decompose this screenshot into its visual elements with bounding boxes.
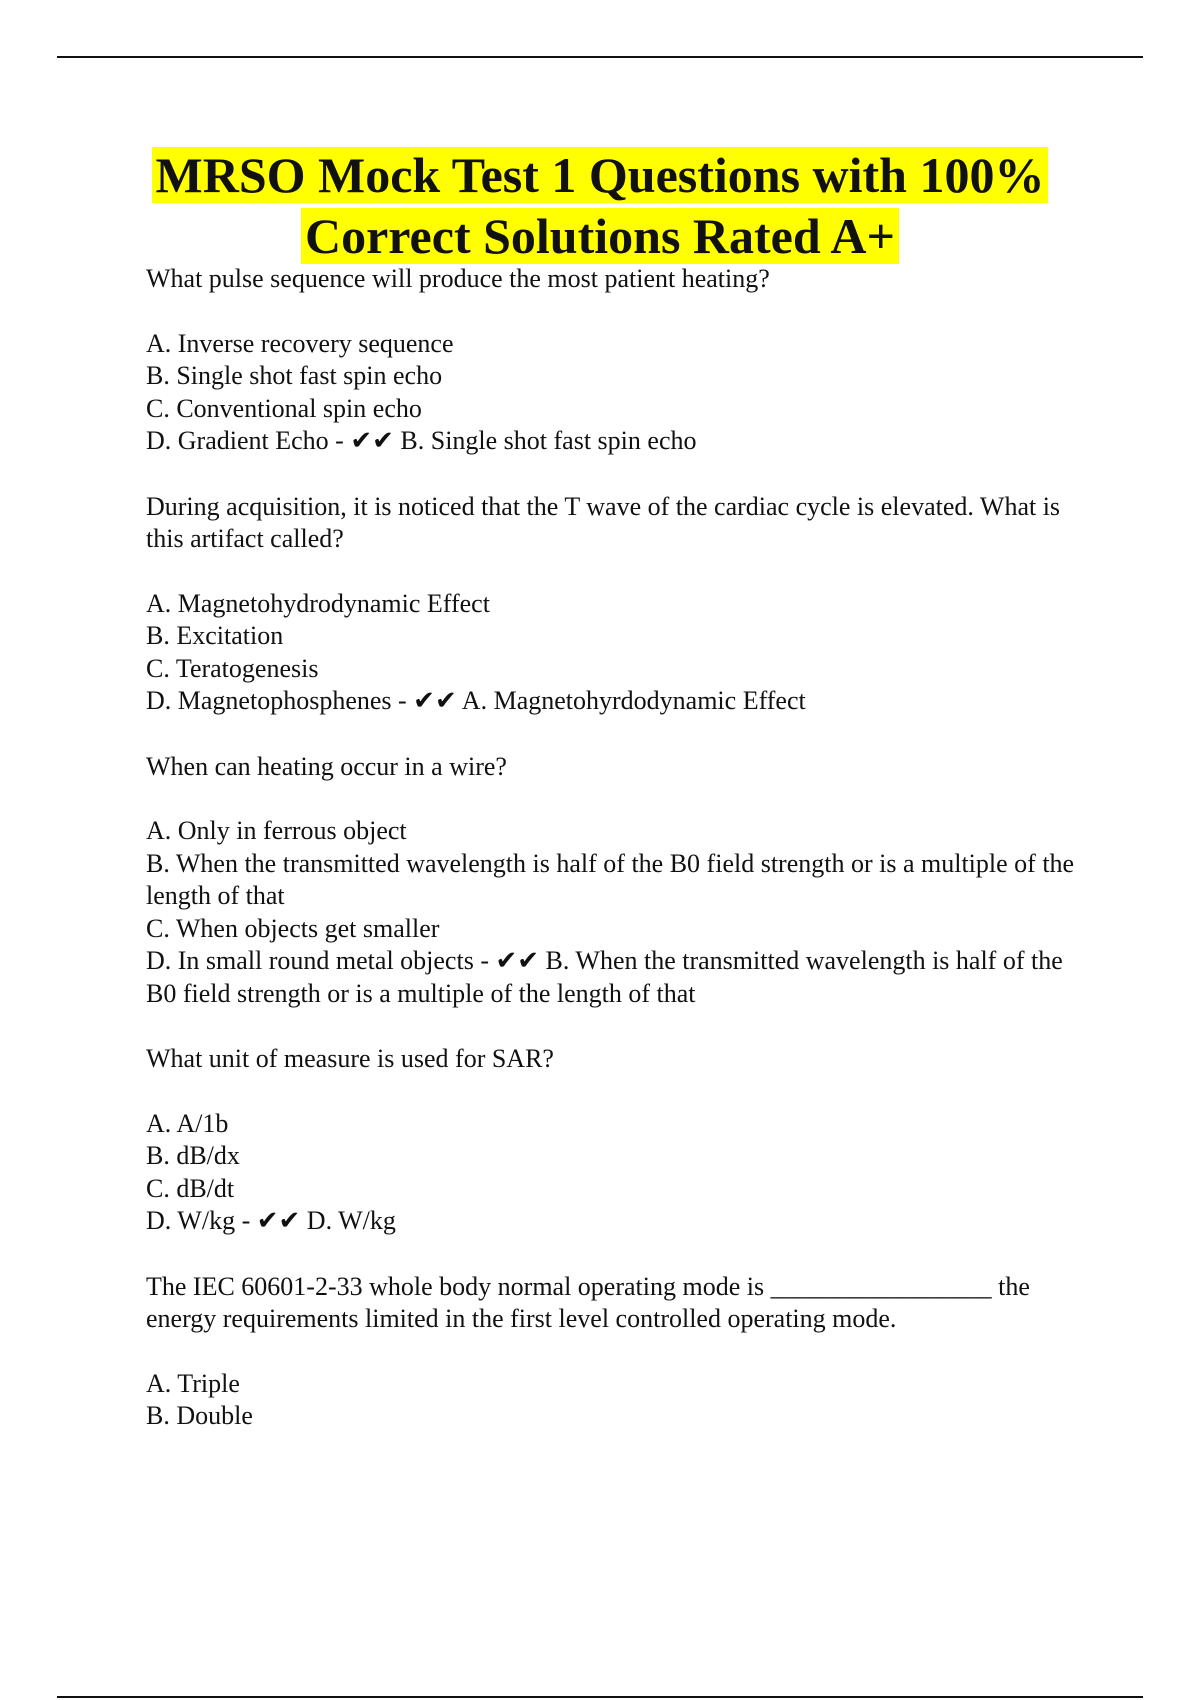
bottom-rule [57, 1696, 1143, 1698]
question-text: During acquisition, it is noticed that the T wave of the cardiac cycle is elevated. What is this artifact called? [146, 491, 1061, 553]
question-2 [146, 491, 1096, 718]
question-3 [146, 751, 1096, 1011]
option-a: A. A/1b [146, 1108, 229, 1138]
top-rule [57, 56, 1143, 58]
option-c: C. When objects get smaller [146, 913, 440, 943]
option-b: B. dB/dx [146, 1141, 240, 1170]
option-c: C. Conventional spin echo [146, 393, 422, 423]
title-line-1: MRSO Mock Test 1 Questions with 100% [152, 147, 1049, 203]
option-b: B. When the transmitted wavelength is half of the B0 field strength or is a multiple of the length of that [146, 848, 1075, 910]
question-text: When can heating occur in a wire? [146, 751, 507, 781]
question-1 [146, 263, 1096, 458]
option-d-with-answer: D. Magnetophosphenes - ✔✔ A. Magnetohyrdodynamic Effect [146, 686, 806, 715]
question-4 [146, 1043, 1096, 1238]
answer-options [146, 1368, 1096, 1433]
option-d-with-answer: D. W/kg - ✔✔ D. W/kg [146, 1206, 396, 1235]
question-5 [146, 1271, 1096, 1433]
option-b: B. Excitation [146, 621, 284, 650]
title-line-2: Correct Solutions Rated A+ [301, 208, 899, 264]
question-text: What pulse sequence will produce the most patient heating? [146, 264, 770, 293]
option-a: A. Inverse recovery sequence [146, 328, 454, 358]
question-text: What unit of measure is used for SAR? [146, 1044, 554, 1073]
question-list [146, 263, 1096, 1433]
option-a: A. Magnetohydrodynamic Effect [146, 588, 490, 618]
option-b: B. Single shot fast spin echo [146, 361, 443, 390]
option-a: A. Triple [146, 1368, 240, 1398]
answer-options [146, 588, 1096, 718]
option-c: C. Teratogenesis [146, 653, 319, 683]
option-b: B. Double [146, 1401, 253, 1430]
answer-options [146, 328, 1096, 458]
option-d-with-answer: D. Gradient Echo - ✔✔ B. Single shot fast spin echo [146, 426, 697, 455]
answer-options [146, 815, 1096, 1010]
answer-options [146, 1108, 1096, 1238]
option-a: A. Only in ferrous object [146, 816, 407, 845]
question-text: The IEC 60601-2-33 whole body normal operating mode is _________________ the energy requirements limited in the first level controlled operating mode. [146, 1271, 1030, 1333]
option-d-with-answer: D. In small round metal objects - ✔✔ B. When the transmitted wavelength is half of the B0 field strength or is a multiple of the length of that [146, 946, 1063, 1008]
option-c: C. dB/dt [146, 1173, 235, 1203]
page-title [0, 145, 1200, 267]
